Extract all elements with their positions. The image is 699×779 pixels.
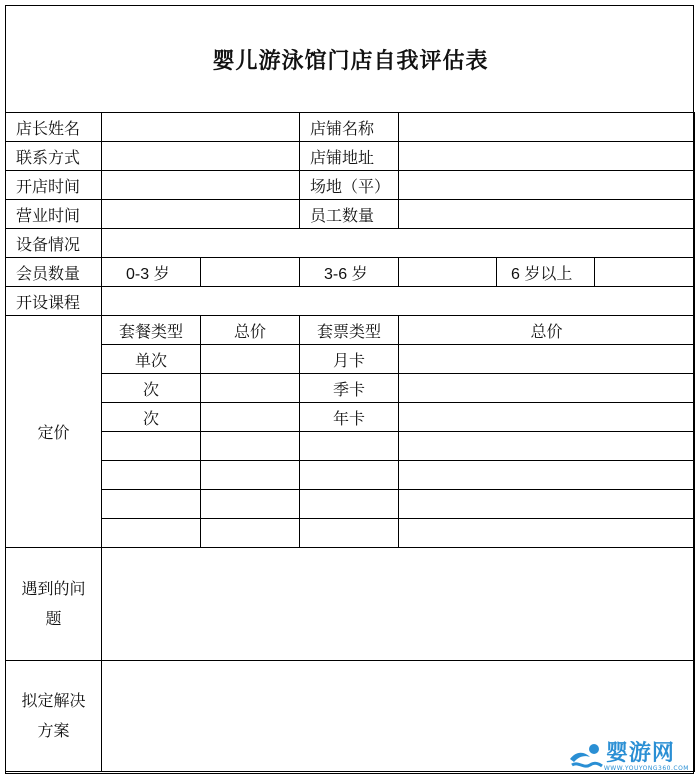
pricing-row — [6, 461, 695, 490]
pricing-row — [6, 345, 695, 374]
label-pricing: 定价 — [6, 316, 102, 548]
label-solution: 拟定解决方案 — [21, 691, 86, 740]
ticket-type-cell[interactable] — [300, 519, 399, 548]
field-contact[interactable] — [102, 142, 300, 171]
package-type-cell[interactable] — [102, 432, 201, 461]
label-courses: 开设课程 — [6, 287, 102, 316]
form-title: 婴儿游泳馆门店自我评估表 — [212, 47, 489, 74]
ticket-type-cell[interactable] — [300, 490, 399, 519]
label-problems: 遇到的问题 — [21, 579, 86, 628]
evaluation-form — [5, 5, 694, 774]
package-type-cell[interactable] — [102, 461, 201, 490]
ticket-price-cell[interactable] — [399, 403, 695, 432]
package-price-cell[interactable] — [201, 374, 300, 403]
ticket-type-cell: 季卡 — [300, 374, 399, 403]
package-price-cell[interactable] — [201, 432, 300, 461]
label-manager-name: 店长姓名 — [6, 113, 102, 142]
field-age-0-3[interactable] — [201, 258, 300, 287]
ticket-type-cell: 月卡 — [300, 345, 399, 374]
watermark-sub: WWW.YOUYONG360.COM — [603, 764, 689, 772]
label-store-name: 店铺名称 — [300, 113, 399, 142]
label-age-0-3: 0-3 岁 — [102, 258, 201, 287]
field-courses[interactable] — [102, 287, 695, 316]
row-equipment — [6, 229, 695, 258]
ticket-price-cell[interactable] — [399, 345, 695, 374]
field-problems[interactable] — [102, 548, 695, 661]
row-members — [6, 258, 695, 287]
row-problems — [6, 548, 695, 661]
swimmer-logo-icon — [568, 741, 604, 773]
label-members: 会员数量 — [6, 258, 102, 287]
ticket-type-cell[interactable] — [300, 461, 399, 490]
label-store-address: 店铺地址 — [300, 142, 399, 171]
package-type-cell: 次 — [102, 374, 201, 403]
row-open-date — [6, 171, 695, 200]
pricing-row — [6, 490, 695, 519]
watermark-logo — [568, 741, 689, 773]
field-age-3-6[interactable] — [399, 258, 497, 287]
package-type-cell: 单次 — [102, 345, 201, 374]
watermark-text: 婴游网 — [605, 740, 675, 766]
row-courses — [6, 287, 695, 316]
ticket-price-cell[interactable] — [399, 490, 695, 519]
package-type-cell[interactable] — [102, 519, 201, 548]
ticket-price-cell[interactable] — [399, 519, 695, 548]
header-package-type: 套餐类型 — [102, 316, 201, 345]
pricing-row — [6, 374, 695, 403]
pricing-row — [6, 519, 695, 548]
field-staff-count[interactable] — [399, 200, 695, 229]
header-ticket-type: 套票类型 — [300, 316, 399, 345]
ticket-price-cell[interactable] — [399, 432, 695, 461]
field-store-name[interactable] — [399, 113, 695, 142]
row-manager — [6, 113, 695, 142]
ticket-type-cell[interactable] — [300, 432, 399, 461]
package-price-cell[interactable] — [201, 345, 300, 374]
field-business-hours[interactable] — [102, 200, 300, 229]
package-price-cell[interactable] — [201, 519, 300, 548]
field-equipment[interactable] — [102, 229, 695, 258]
ticket-type-cell: 年卡 — [300, 403, 399, 432]
label-age-6-plus: 6 岁以上 — [497, 258, 595, 287]
package-price-cell[interactable] — [201, 490, 300, 519]
label-age-3-6: 3-6 岁 — [300, 258, 399, 287]
label-open-date: 开店时间 — [6, 171, 102, 200]
field-open-date[interactable] — [102, 171, 300, 200]
label-contact: 联系方式 — [6, 142, 102, 171]
row-contact — [6, 142, 695, 171]
field-venue[interactable] — [399, 171, 695, 200]
package-type-cell: 次 — [102, 403, 201, 432]
package-price-cell[interactable] — [201, 403, 300, 432]
field-age-6-plus[interactable] — [595, 258, 695, 287]
field-manager-name[interactable] — [102, 113, 300, 142]
pricing-row — [6, 432, 695, 461]
row-business-hours — [6, 200, 695, 229]
package-price-cell[interactable] — [201, 461, 300, 490]
header-total-price: 总价 — [201, 316, 300, 345]
ticket-price-cell[interactable] — [399, 374, 695, 403]
field-store-address[interactable] — [399, 142, 695, 171]
label-equipment: 设备情况 — [6, 229, 102, 258]
ticket-price-cell[interactable] — [399, 461, 695, 490]
form-table — [5, 112, 695, 772]
label-business-hours: 营业时间 — [6, 200, 102, 229]
pricing-header-row — [6, 316, 695, 345]
label-venue: 场地（平） — [300, 171, 399, 200]
header-total-price-2: 总价 — [399, 316, 695, 345]
pricing-row — [6, 403, 695, 432]
label-staff-count: 员工数量 — [300, 200, 399, 229]
package-type-cell[interactable] — [102, 490, 201, 519]
